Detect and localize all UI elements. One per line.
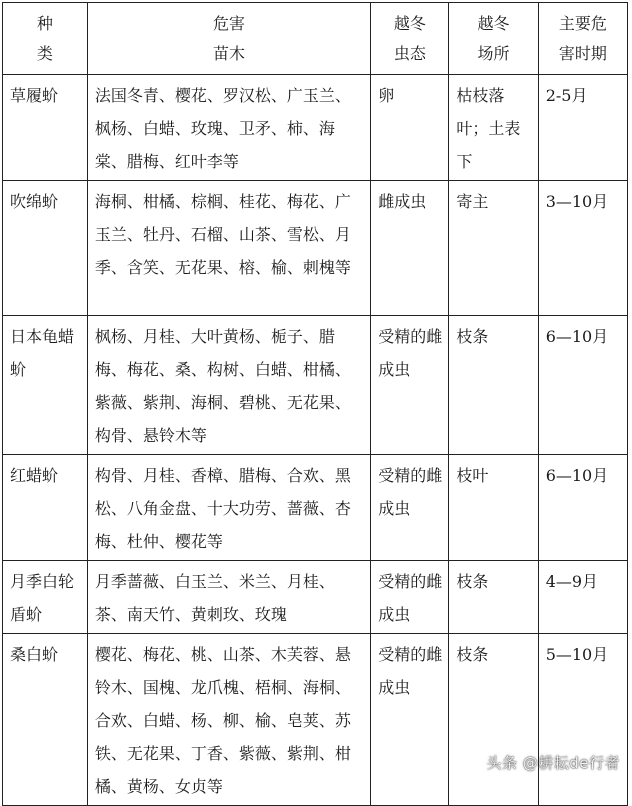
damage-period: 5—10月 xyxy=(538,634,627,806)
damage-period: 3—10月 xyxy=(538,181,627,316)
table-row xyxy=(3,634,628,806)
header-time: 主要危 害时期 xyxy=(538,3,627,75)
pest-name: 吹绵蚧 xyxy=(3,181,88,316)
pest-name: 月季白轮盾蚧 xyxy=(3,561,88,634)
overwinter-state: 雌成虫 xyxy=(371,181,449,316)
host-plants: 海桐、柑橘、棕榈、桂花、梅花、广玉兰、牡丹、石榴、山茶、雪松、月季、含笑、无花果、榕、榆、刺槐等 xyxy=(87,181,370,316)
damage-period: 6—10月 xyxy=(538,455,627,561)
header-site: 越冬 场所 xyxy=(449,3,538,75)
pest-name: 日本龟蜡蚧 xyxy=(3,316,88,455)
overwinter-state: 卵 xyxy=(371,75,449,181)
overwinter-state: 受精的雌成虫 xyxy=(371,316,449,455)
header-kind: 种 类 xyxy=(3,3,88,75)
header-row xyxy=(3,3,628,75)
pest-name: 红蜡蚧 xyxy=(3,455,88,561)
header-state: 越冬 虫态 xyxy=(371,3,449,75)
pest-table xyxy=(2,2,628,806)
watermark: 头条 @耕耘de行者 xyxy=(486,754,620,772)
overwinter-site: 枝叶 xyxy=(449,455,538,561)
table-row xyxy=(3,75,628,181)
pest-name: 草履蚧 xyxy=(3,75,88,181)
overwinter-state: 受精的雌成虫 xyxy=(371,455,449,561)
overwinter-site: 枝条 xyxy=(449,634,538,806)
table-row xyxy=(3,316,628,455)
host-plants: 枫杨、月桂、大叶黄杨、栀子、腊梅、梅花、桑、构树、白蜡、柑橘、紫薇、紫荆、海桐、碧桃、无花果、构骨、悬铃木等 xyxy=(87,316,370,455)
overwinter-site: 枝条 xyxy=(449,316,538,455)
table-row xyxy=(3,561,628,634)
host-plants: 构骨、月桂、香樟、腊梅、合欢、黑松、八角金盘、十大功劳、蔷薇、杏梅、杜仲、樱花等 xyxy=(87,455,370,561)
damage-period: 6—10月 xyxy=(538,316,627,455)
table-row xyxy=(3,455,628,561)
damage-period: 4—9月 xyxy=(538,561,627,634)
overwinter-site: 枝条 xyxy=(449,561,538,634)
overwinter-site: 寄主 xyxy=(449,181,538,316)
header-host: 危害 苗木 xyxy=(87,3,370,75)
pest-name: 桑白蚧 xyxy=(3,634,88,806)
overwinter-state: 受精的雌成虫 xyxy=(371,561,449,634)
damage-period: 2-5月 xyxy=(538,75,627,181)
host-plants: 樱花、梅花、桃、山茶、木芙蓉、悬铃木、国槐、龙爪槐、梧桐、海桐、合欢、白蜡、杨、柳、榆、皂荚、苏铁、无花果、丁香、紫薇、紫荆、柑橘、黄杨、女贞等 xyxy=(87,634,370,806)
table-row xyxy=(3,181,628,316)
host-plants: 法国冬青、樱花、罗汉松、广玉兰、枫杨、白蜡、玫瑰、卫矛、柿、海棠、腊梅、红叶李等 xyxy=(87,75,370,181)
host-plants: 月季蔷薇、白玉兰、米兰、月桂、茶、南天竹、黄刺玫、玫瑰 xyxy=(87,561,370,634)
overwinter-site: 枯枝落叶；土表下 xyxy=(449,75,538,181)
overwinter-state: 受精的雌成虫 xyxy=(371,634,449,806)
